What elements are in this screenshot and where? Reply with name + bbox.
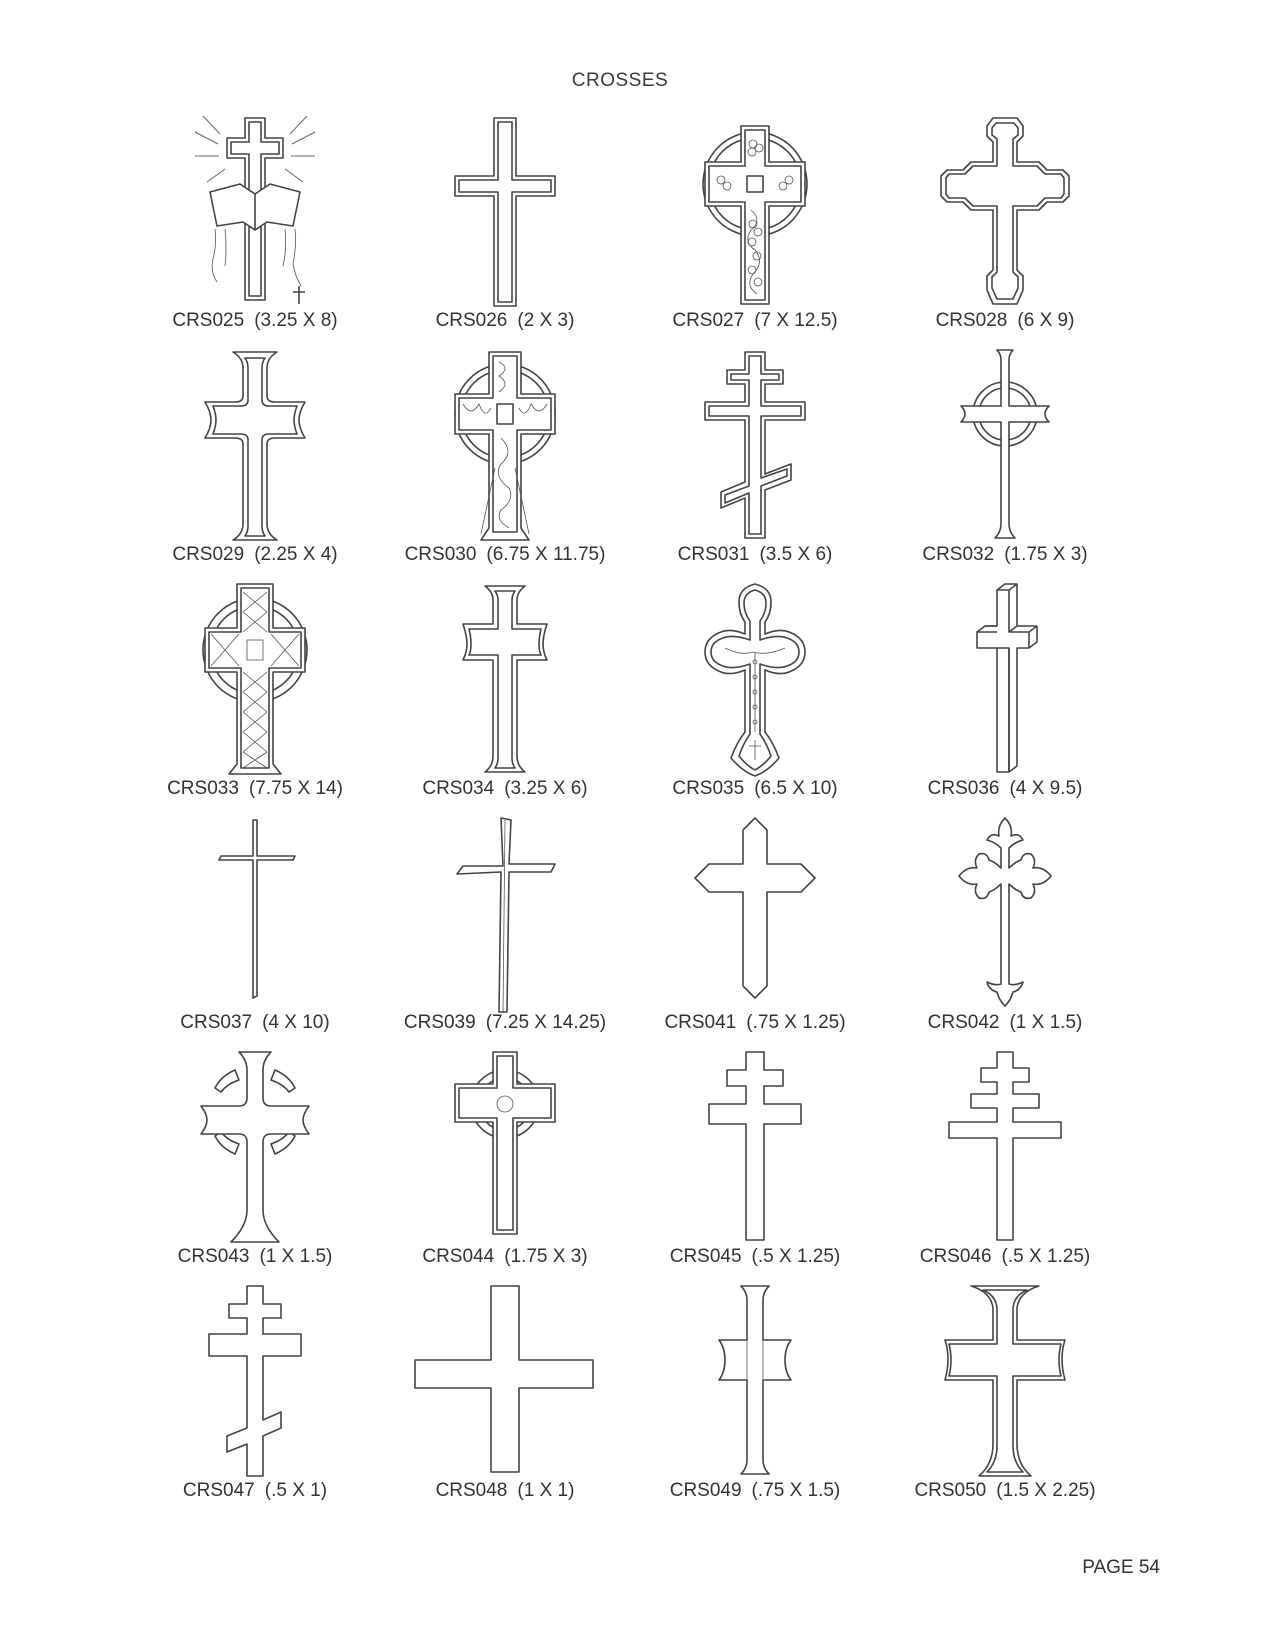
item-caption <box>630 1012 880 1034</box>
item-caption <box>630 1246 880 1268</box>
item-caption <box>880 1480 1130 1502</box>
item-code: CRS025 <box>172 310 245 331</box>
catalog-item <box>130 578 380 812</box>
item-size: (1 X 1) <box>517 1480 575 1501</box>
catalog-row <box>130 578 1130 812</box>
greek-cross-icon <box>405 1284 605 1480</box>
item-code: CRS030 <box>404 544 477 565</box>
cross-with-ring-icon <box>905 348 1105 544</box>
item-code: CRS045 <box>669 1246 742 1267</box>
item-size: (.75 X 1.5) <box>751 1480 841 1501</box>
fleur-de-lis-cross-icon <box>905 816 1105 1012</box>
catalog-item <box>880 110 1130 344</box>
item-size: (2.25 X 4) <box>254 544 338 565</box>
item-code: CRS050 <box>914 1480 987 1501</box>
catalog-item <box>380 1046 630 1280</box>
cross-open-bible-rosary-icon <box>155 114 355 310</box>
item-caption <box>880 1012 1130 1034</box>
latin-cross-icon <box>405 114 605 310</box>
catalog-row <box>130 1280 1130 1514</box>
catalog-item <box>130 344 380 578</box>
flared-cross-icon <box>905 1284 1105 1480</box>
item-code: CRS049 <box>669 1480 742 1501</box>
stepped-cross-icon <box>905 114 1105 310</box>
item-code: CRS034 <box>422 778 495 799</box>
catalog-item <box>880 578 1130 812</box>
item-size: (1.75 X 3) <box>504 1246 588 1267</box>
item-caption <box>130 778 380 800</box>
celtic-cross-shamrock-icon <box>655 114 855 310</box>
item-code: CRS048 <box>435 1480 508 1501</box>
item-code: CRS043 <box>177 1246 250 1267</box>
item-caption <box>630 544 880 566</box>
catalog-item <box>630 344 880 578</box>
catalog-item <box>380 812 630 1046</box>
item-code: CRS037 <box>180 1012 253 1033</box>
item-caption <box>380 310 630 332</box>
item-code: CRS041 <box>664 1012 737 1033</box>
item-size: (.5 X 1) <box>264 1480 328 1501</box>
flared-cross-icon <box>155 348 355 544</box>
item-caption <box>130 544 380 566</box>
catalog-row <box>130 344 1130 578</box>
catalog-row <box>130 110 1130 344</box>
item-size: (6.75 X 11.75) <box>486 544 606 565</box>
cross-catalog-grid <box>130 110 1130 1514</box>
item-code: CRS028 <box>935 310 1008 331</box>
catalog-item <box>630 1280 880 1514</box>
item-caption <box>380 778 630 800</box>
item-size: (2 X 3) <box>517 310 575 331</box>
item-size: (3.25 X 8) <box>254 310 338 331</box>
item-size: (1 X 1.5) <box>1009 1012 1083 1033</box>
item-caption <box>380 1246 630 1268</box>
item-caption <box>880 544 1130 566</box>
page-number: PAGE 54 <box>1082 1557 1160 1578</box>
thin-cross-icon <box>155 816 355 1012</box>
catalog-item <box>380 344 630 578</box>
item-caption <box>130 310 380 332</box>
orthodox-cross-icon <box>655 348 855 544</box>
item-code: CRS027 <box>672 310 745 331</box>
catalog-row <box>130 1046 1130 1280</box>
item-size: (6.5 X 10) <box>754 778 838 799</box>
item-size: (7.25 X 14.25) <box>485 1012 607 1033</box>
item-code: CRS029 <box>172 544 245 565</box>
triple-cross-icon <box>905 1050 1105 1246</box>
item-size: (4 X 10) <box>262 1012 330 1033</box>
item-size: (.5 X 1.25) <box>751 1246 841 1267</box>
item-code: CRS039 <box>403 1012 476 1033</box>
item-size: (.5 X 1.25) <box>1001 1246 1091 1267</box>
item-caption <box>130 1246 380 1268</box>
item-size: (1.5 X 2.25) <box>996 1480 1096 1501</box>
item-code: CRS042 <box>927 1012 1000 1033</box>
item-code: CRS033 <box>167 778 239 799</box>
page-title: CROSSES <box>571 70 669 91</box>
item-size: (.75 X 1.25) <box>746 1012 846 1033</box>
celtic-knot-cross-icon <box>155 582 355 778</box>
item-code: CRS046 <box>919 1246 992 1267</box>
catalog-item <box>630 578 880 812</box>
item-code: CRS047 <box>182 1480 255 1501</box>
catalog-item <box>380 1280 630 1514</box>
item-code: CRS036 <box>927 778 1000 799</box>
catalog-item <box>630 1046 880 1280</box>
item-caption <box>880 778 1130 800</box>
catalog-item <box>380 578 630 812</box>
item-caption <box>380 544 630 566</box>
item-caption <box>630 310 880 332</box>
double-cross-icon <box>655 1050 855 1246</box>
item-caption <box>130 1480 380 1502</box>
catalog-item <box>880 812 1130 1046</box>
celtic-cross-icon <box>405 1050 605 1246</box>
item-caption <box>880 310 1130 332</box>
item-size: (3.5 X 6) <box>759 544 833 565</box>
item-caption <box>630 1480 880 1502</box>
item-code: CRS035 <box>672 778 745 799</box>
item-size: (7 X 12.5) <box>754 310 838 331</box>
flared-cross-icon <box>655 1284 855 1480</box>
catalog-item <box>880 344 1130 578</box>
item-code: CRS026 <box>435 310 508 331</box>
catalog-item <box>130 1280 380 1514</box>
celtic-flared-cross-icon <box>155 1050 355 1246</box>
celtic-cross-ihs-icon <box>405 348 605 544</box>
ornate-cross-rosary-icon <box>655 582 855 778</box>
item-caption <box>130 1012 380 1034</box>
item-size: (7.75 X 14) <box>248 778 343 799</box>
item-caption <box>380 1480 630 1502</box>
item-size: (6 X 9) <box>1017 310 1075 331</box>
item-size: (1 X 1.5) <box>259 1246 333 1267</box>
catalog-item <box>880 1046 1130 1280</box>
catalog-item <box>380 110 630 344</box>
item-code: CRS044 <box>422 1246 495 1267</box>
item-size: (3.25 X 6) <box>504 778 588 799</box>
catalog-item <box>130 812 380 1046</box>
item-caption <box>380 1012 630 1034</box>
item-size: (1.75 X 3) <box>1004 544 1088 565</box>
item-caption <box>880 1246 1130 1268</box>
pointed-cross-icon <box>655 816 855 1012</box>
catalog-item <box>880 1280 1130 1514</box>
beveled-3d-cross-icon <box>905 582 1105 778</box>
item-size: (4 X 9.5) <box>1009 778 1083 799</box>
thin-tapered-cross-icon <box>405 816 605 1012</box>
catalog-item <box>130 110 380 344</box>
catalog-item <box>130 1046 380 1280</box>
flared-cross-icon <box>405 582 605 778</box>
catalog-item <box>630 110 880 344</box>
item-caption <box>630 778 880 800</box>
item-code: CRS031 <box>677 544 750 565</box>
catalog-row <box>130 812 1130 1046</box>
orthodox-cross-icon <box>155 1284 355 1480</box>
item-code: CRS032 <box>922 544 995 565</box>
catalog-item <box>630 812 880 1046</box>
